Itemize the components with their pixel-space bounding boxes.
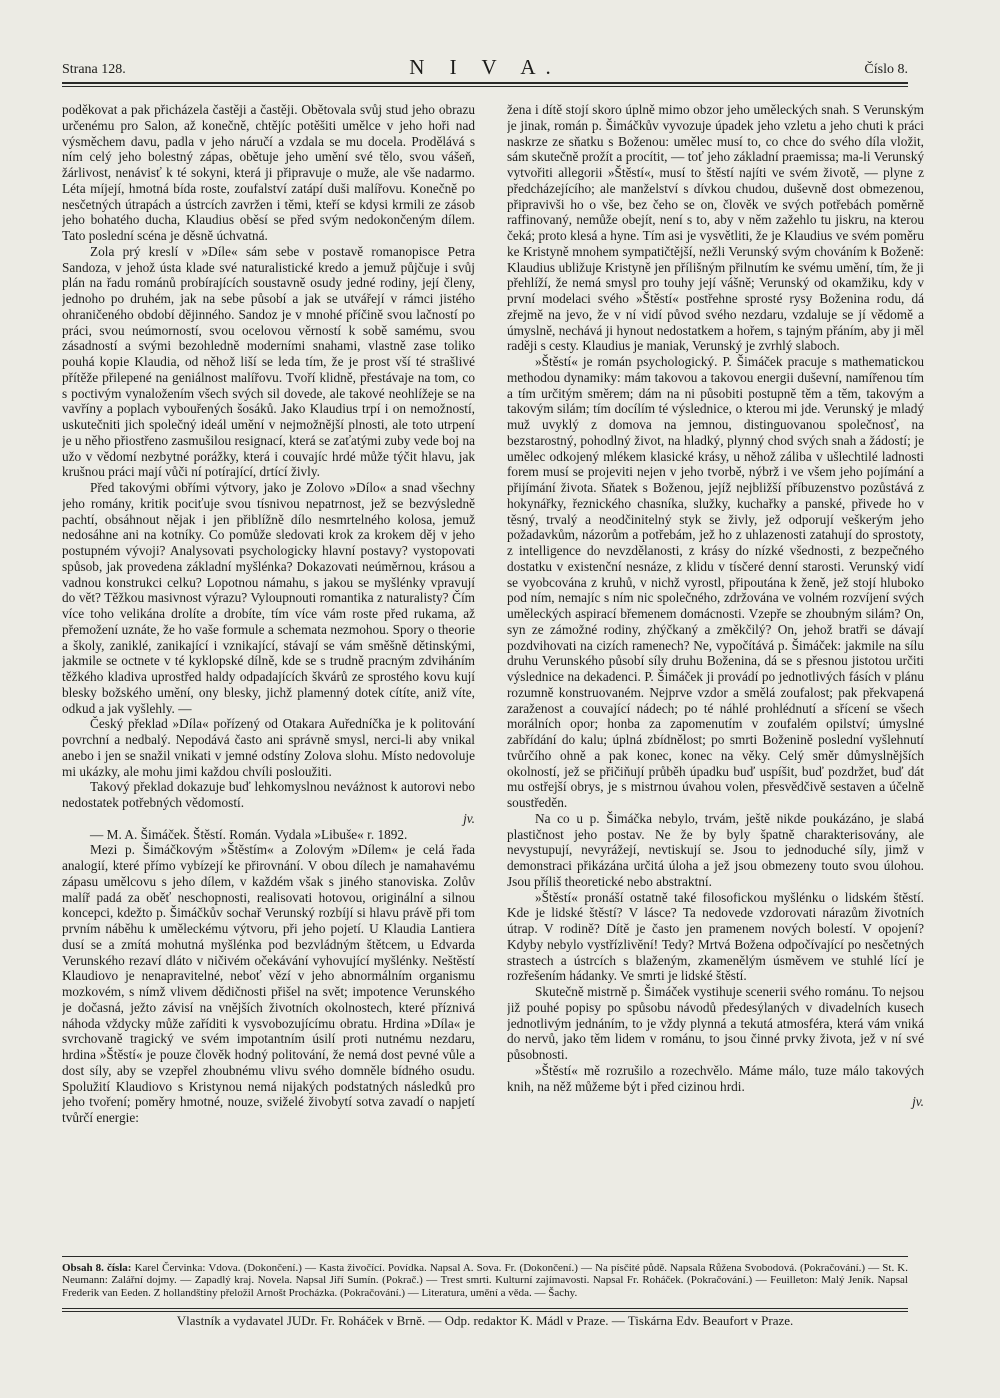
running-head (62, 56, 908, 80)
signature: jv. (463, 810, 475, 826)
header-rule-thin (62, 86, 908, 87)
contents-label: Obsah 8. čísla: (62, 1262, 132, 1274)
magazine-title: N I V A. (409, 55, 561, 79)
paragraph: žena i dítě stojí skoro úplně mimo obzor jeho uměleckých snah. S Verunským je jinak, román p. Šimáčkův vyvozuje úpadek jeho vzletu a jeho chuti k práci naskrze ze sňatku s Boženou: umělec musí to, co chce do svého díla vložit, sám skutečně prožít a procítit, — toť jeho základní praemissa; ma-li Verunský vytvořiti allegorii »Štěstí«, musí to štěstí najíti ve svém životě, — plyne z předcházejícího; ale manželství s dívkou chudou, duševně dost obmezenou, připravivši ho o vše, bez čeho se on, člověk ve svých potřebách poměrně raffinovaný, nemůže obejít, není s to, aby v něm zažehlo tu jiskru, na kterou čeká; proto klesá a hyne. Tím asi je vysvětliti, že je Klaudius ve svém poměru ke Kristyně mnohem sympatičtější, nežli Verunský svým chováním k Boženě: Klaudius ubližuje Kristyně jen přílišným přilnutím ke svému umění, tím, že ji přehlíží, že nemá smysl pro touhy její vášně; Verunský od okamžiku, kdy v první modelaci svého »Štěstí« postřehne sprosté rysy Boženina rodu, dá zřejmě na jevo, že v ní vidí původ svého nezdaru, vzdaluje se jí vědomě a úmyslně, nechává ji hynout nedostatkem a hořem, s tajným přáním, aby ji měl raději s cesty. Klaudius je maniak, Verunský je zvrhlý slaboch. (507, 102, 924, 354)
signature: jv. (912, 1094, 924, 1110)
contents-rule-bottom (62, 1308, 908, 1309)
review-heading: — M. A. Šimáček. Štěstí. Román. Vydala »Libuše« r. 1892. (90, 826, 408, 842)
paragraph: Mezi p. Šimáčkovým »Štěstím« a Zolovým »Dílem« je celá řada analogií, které přímo vybízejí ke přirovnání. V obou dílech je namahavému zápasu umělcovu s jeho dílem, v každém však s jiného stanoviska. Zolův malíř padá za oběť neschopnosti, realisovati hotovou, originální a silnou koncepci, kdežto p. Šimáčkův sochař Verunský rozbíjí si hlavu právě při tom prvním náběhu k uměleckému výtvoru, při jeho pojetí. U Klaudia Lantiera dusí se a zmítá mohutná myšlénka pod bezvládným štětcem, u Edvarda Verunského rezaví dláto v ničivém očekávání vyhovující myšlénky. Neštěstí Klaudiovo je nenapravitelné, neboť vězí v jeho abnormálním organismu mozkovém, s nímž vlivem dědičnosti přišel na svět; impotence Verunského je dočasná, ježto závisí na vnějších životních okolnostech, které příznivá náhoda vždycky může zaříditi k vysvobozujícímu obratu. Hrdina »Díla« je svrchovaně tragický ve svém impotantním úsilí proti nutnému nezdaru, hrdina »Štěstí« je pouze člověk hodný politování, že nemá dost pevné vůle a dost síly, aby se vzepřel zhoubnému vlivu svého domněle bídného osudu. Spolužití Klaudiovo s Kristynou nemá nijakých podstatných následků pro jeho tvoření; poměry hmotné, nouze, sviželé živobytí sotva zavadí o napjetí tvůrčí energie: (62, 842, 475, 1125)
paragraph: Zola prý kreslí v »Díle« sám sebe v postavě romanopisce Petra Sandoza, v jehož ústa klade své naturalistické kredo a jemuž půjčuje i svůj plán na řadu románů probírajících soustavně osudy jedné rodiny, její členy, jednoho po druhém, jak na sebe působí a jak se utvářejí v rámci jistého ohraničeného období dějinného. Sandoz je v mnohé příčině svou lačností po práci, svou neúmorností, svou ocelovou věrností k sobě samému, svou zásadností a svými bezohledně moderními snahami, vlastně zase toliko pouhá kopie Klaudia, od něhož liší se leda tím, že je prost vší té strašlivé přítěže přilepené na geniálnost malířovu. Tvoří klidně, přestávaje na tom, co s poctivým vynaložením všech svých sil dovede, ale takové neohlížeje se na vavříny a poplach vybouřených šosáků. Jako Klaudius trpí i on nemožností, uskutečniti jich společný ideál umění v nejmožnější plnosti, ale toto utrpení je u něho přiostřeno zasmušilou resignací, která se zaťatými zuby vede boj na užo v vědomí nezbytné porážky, která i couvajíc hrdé může týčit hlavu, jak krušnou práci mají vůči ní potírající, drtící živly. (62, 243, 475, 480)
issue-contents (62, 1262, 908, 1299)
paragraph: Skutečně mistrně p. Šimáček vystihuje scenerii svého románu. To nejsou již pouhé popisy po spůsobu návodů předesýlaných v divadelních kusech jednotlivým jednáním, to je vždy plynná a tekutá atmosféra, která vám vniká do nervů, jako těm lidem v románu, to jsou činné prvky života, jež v ní své působnosti. (507, 984, 924, 1062)
contents-rule-bottom-thin (62, 1311, 908, 1312)
paragraph: Před takovými obřími výtvory, jako je Zolovo »Dílo« a snad všechny jeho romány, kritik pociťuje svou tísnivou nepatrnost, jež se bezvýsledně pachtí, obsáhnout nějak i jen přiblížně dílo nesmrtelného kolosa, jemuž nedosáhne ani na kotníky. Co pomůže sledovati krok za krokem děj v jeho postupném vývoji? Analysovati psychologicky hlavní postavy? vystopovati spůsob, jak provedena základní myšlénka? Dokazovati neúměrnou, krásou a vadnou konstrukci celku? Lopotnou námahu, s jakou se myšlénky vpravují do vět? Těžkou masivnost výrazu? Vyloupnouti romantika z naturalisty? Čím více toho velikána drolíte a drobíte, tím více vám roste před rukama, až přemožení uznáte, že ho vaše formule a schemata nezmohou. Spory o theorie a školy, zaniklé, zanikající i vznikající, stávají se vám směšně dětinskými, jakmile se octnete v té kyklopské dílně, kde se s trudně pracným zdviháním těžkého kladiva uprostřed haldy odpadajících škvárů ze sprostého kovu kují blesky božského umění, ony blesky, jichž plamenný dotek cítíte, aniž víte, odkud a jak vyšlehly. — (62, 480, 475, 716)
issue-number: Číslo 8. (864, 62, 908, 77)
paragraph: »Štěstí« je román psychologický. P. Šimáček pracuje s mathematickou methodou dynamiky: mám takovou a takovou energii duševní, namířenou tím a tím určitým směrem; dám na ni působiti postupně těm a těm, takovým a takovým silám; tím docílím té výslednice, o kterou mi jde. Verunský je mladý muž uvyklý z domova na jemnou, distinguovanou společnosť, na bezstarostný, pohodlný život, na hladký, plynný chod svých snah a žádostí; je umělec odkojený mlékem klasické krásy, u něhož záliba v ušlechtilé ladnosti forem musí se projeviti nejen v jeho tvorbě, nýbrž i ve všem jeho pojímání a přijímání života. Sňatek s Boženou, jejíž nejbližší příbuzenstvo pozůstává z hokynářky, řeznického chasníka, služky, kuchařky a panské, přivede ho v těsný, trvalý a neodčinitelný styk se živly, jež odporují veškerým jeho požadavkům, názorům a potřebám, jež ho z uhlazenosti zatahují do sprostoty, z intelligence do nevzdělanosti, z krásy do nízké všednosti, z bezpečného dostatku v existenční nesnáze, z klidu v tísčeré denní starosti. Verunský vidí se vyobcována z kruhů, v nichž vyrostl, připoutána k ženě, jež stojí hluboko pod ním, nemajíc s ním nic společného, zdržována ve volném rozvíjení svých uměleckých aspirací břemenem domácnosti. Vzepře se zhoubným silám? On, syn ze zámožné rodiny, zhýčkaný a změkčilý? On, jehož bratři se dávají pozdvihovati na cizích ramenech? Ne, vypočítává p. Šimáček: jakmile na sílu druhu Verunského působí síly druhu Boženina, dá se s přesnou jistotou určiti výslednice na dekadenci. P. Šimáček ji provádí po jednotlivých fásích v plánu rozumně konstruovaném. Nejprve vzdor a smělá zoufalost; pak překvapená zaraženost a couvající nádech; po té náhlé prohlédnutí a sřícení se všech morálních opor; honba za zapomenutím v zoufalém opilství; úmyslné zabřídání do kalu; úplná zbídnělost; po smrti Boženině poslední vyšlehnutí tvůrčího ohně a pak konec, konec na věky. Celý směr důmyslnějších okolností, jež se přičiňují průběh úpadku buď uspíšit, buď pozdržet, buď dát mu ostřejší obrys, je s mistrnou úvahou volen, přesvědčivě sestaven a účelně soustředěn. (507, 354, 924, 810)
page-number: Strana 128. (62, 62, 126, 77)
right-column (507, 102, 924, 1247)
paragraph: »Štěstí« mě rozrušilo a rozechvělo. Máme málo, tuze málo takových knih, na něž můžeme být i před cizinou hrdi. (507, 1062, 924, 1094)
left-column (62, 102, 475, 1247)
paragraph: »Štěstí« pronáší ostatně také filosofickou myšlénku o lidském štěstí. Kde je lidské štěstí? V lásce? Ta nedovede vzdorovati nárazům životních útrap. V rodině? Dítě je často jen pramenem nových bolestí. V opojení? Kdyby nebylo vystřízlivění! Tedy? Mrtvá Božena odpočívající po nesčetných strastech a ústrcích s blaženým, zkamenělým úsměvem ve stuhlé lící je rozřešením hádanky. Ve smrti je lidské štěstí. (507, 889, 924, 984)
paragraph: Takový překlad dokazuje buď lehkomyslnou neváżnost k autorovi nebo nedostatek potřebných vědomostí. (62, 779, 475, 810)
paragraph: poděkovat a pak přicházela častěji a častěji. Obětovala svůj stud jeho obrazu určenému pro Salon, až konečně, chtějíc potěšiti umělce v jeho hoři nad výsměchem davu, padla v jeho náručí a vzdala se mu docela. Prodělává s ním celý jeho bolestný zápas, obětuje jeho umění své tělo, svou vášeň, žárlivost, nenávisť k té sokyni, která ji připravuje o muže, ale vše nadarmo. Léta míjejí, hmotná bída roste, zoufalství zatápí duši malířovu. Konečně po nesčetných útrapách a ústrcích zavržen i těmi, kteří se kdysi krmili ze zásob jeho bohatého ducha, Klaudius oběsí se před svým nedokončeným dílem. Tato poslední scéna je děsně úchvatná. (62, 102, 475, 243)
header-rule (62, 82, 908, 84)
paragraph: Na co u p. Šimáčka nebylo, trvám, ještě nikde poukázáno, je slabá plastičnost jeho postav. Ne že by byly špatně charakterisovány, ale nevystupují, nevyrážejí, nevtiskují se. Jsou to jednoduché síly, jimž v demonstraci přikázána určitá úloha a jež jsou obmezeny touto svou úlohou. Jsou příliš theoretické nebo abstraktní. (507, 810, 924, 889)
publisher-footer: Vlastník a vydavatel JUDr. Fr. Roháček v Brně. — Odp. redaktor K. Mádl v Praze. — Tiskárna Edv. Beaufort v Praze. (176, 1313, 794, 1328)
contents-rule (62, 1256, 908, 1257)
contents-body: Karel Červinka: Vdova. (Dokončení.) — Kasta živočící. Povídka. Napsal A. Sova. Fr. (Dokončení.) — Na písčité půdě. Napsala Růžena Svobodová. (Pokračování.) — St. K. Neumann: Zalářní dojmy. — Zapadlý kraj. Novela. Napsal Jiří Sumín. (Pokrač.) — Trest smrti. Kulturní zajímavosti. Napsal Fr. Roháček. (Pokračování.) — Feuilleton: Malý Jeník. Napsal Frederik van Eeden. Z hollandštiny přeložil Arnošt Procházka. (Pokračování.) — Literatura, umění a věda. — Šachy. (62, 1262, 908, 1299)
paragraph: Český překlad »Díla« pořízený od Otakara Auředníčka je k politování povrchní a nedbalý. Nepodává často ani správně smysl, nerci-li aby vnikal anebo i jen se snažil vnikati v jemné odstíny Zolova slohu. Místo nedovoluje mi ukázky, ale mohu jimi každou chvíli posloužiti. (62, 716, 475, 779)
